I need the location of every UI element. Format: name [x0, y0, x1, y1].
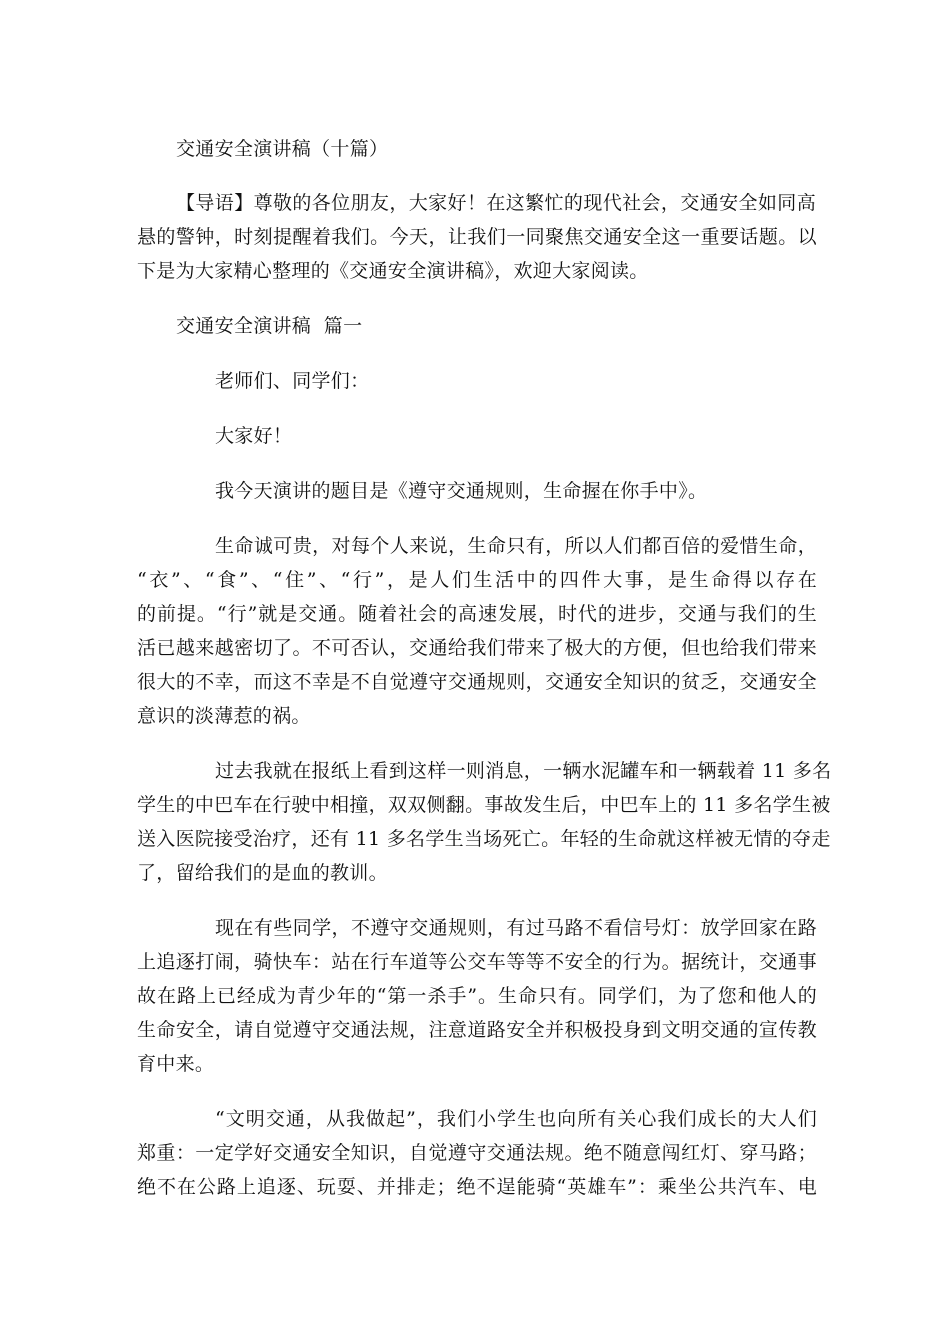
- paragraph-line: 的前提。“行”就是交通。随着社会的高速发展，时代的进步，交通与我们的生: [137, 603, 817, 625]
- paragraph-line: 育中来。: [137, 1053, 215, 1075]
- paragraph-line: 活已越来越密切了。不可否认，交通给我们带来了极大的方便，但也给我们带来: [137, 637, 817, 659]
- paragraph-line: 生命诚可贵，对每个人来说，生命只有，所以人们都百倍的爱惜生命，: [215, 535, 817, 557]
- paragraph-line: 上追逐打闹，骑快车：站在行车道等公交车等等不安全的行为。据统计，交通事: [137, 951, 817, 973]
- paragraph-line: 故在路上已经成为青少年的“第一杀手”。生命只有。同学们，为了您和他人的: [137, 985, 817, 1007]
- section-heading: 交通安全演讲稿 篇一: [176, 315, 363, 337]
- intro-line: 【导语】尊敬的各位朋友，大家好！在这繁忙的现代社会，交通安全如同高: [176, 192, 816, 214]
- paragraph-line: 绝不在公路上追逐、玩耍、并排走；绝不逞能骑“英雄车”：乘坐公共汽车、电: [137, 1176, 817, 1198]
- document-title: 交通安全演讲稿（十篇）: [176, 138, 389, 160]
- paragraph-line: 郑重：一定学好交通安全知识，自觉遵守交通法规。绝不随意闯红灯、穿马路；: [137, 1142, 817, 1164]
- paragraph-line: 意识的淡薄惹的祸。: [137, 705, 311, 727]
- greeting: 大家好！: [215, 425, 293, 447]
- paragraph-line: 了，留给我们的是血的教训。: [137, 862, 388, 884]
- paragraph-line: 学生的中巴车在行驶中相撞，双双侧翻。事故发生后，中巴车上的 11 多名学生被: [137, 794, 831, 816]
- paragraph-line: 送入医院接受治疗，还有 11 多名学生当场死亡。年轻的生命就这样被无情的夺走: [137, 828, 831, 850]
- paragraph-line: 现在有些同学，不遵守交通规则，有过马路不看信号灯：放学回家在路: [215, 917, 817, 939]
- paragraph-line: 很大的不幸，而这不幸是不自觉遵守交通规则，交通安全知识的贫乏，交通安全: [137, 671, 817, 693]
- paragraph-line: “文明交通，从我做起”，我们小学生也向所有关心我们成长的大人们: [215, 1108, 817, 1130]
- paragraph-line: 过去我就在报纸上看到这样一则消息，一辆水泥罐车和一辆载着 11 多名: [215, 760, 832, 782]
- paragraph-line: 生命安全，请自觉遵守交通法规，注意道路安全并积极投身到文明交通的宣传教: [137, 1019, 817, 1041]
- intro-line: 下是为大家精心整理的《交通安全演讲稿》，欢迎大家阅读。: [137, 260, 649, 282]
- intro-line: 悬的警钟，时刻提醒着我们。今天，让我们一同聚焦交通安全这一重要话题。以: [137, 226, 817, 248]
- salutation: 老师们、同学们：: [215, 370, 370, 392]
- topic-line: 我今天演讲的题目是《遵守交通规则，生命握在你手中》。: [215, 480, 708, 502]
- paragraph-line: “衣”、“食”、“住”、“行”，是人们生活中的四件大事，是生命得以存在: [137, 569, 817, 591]
